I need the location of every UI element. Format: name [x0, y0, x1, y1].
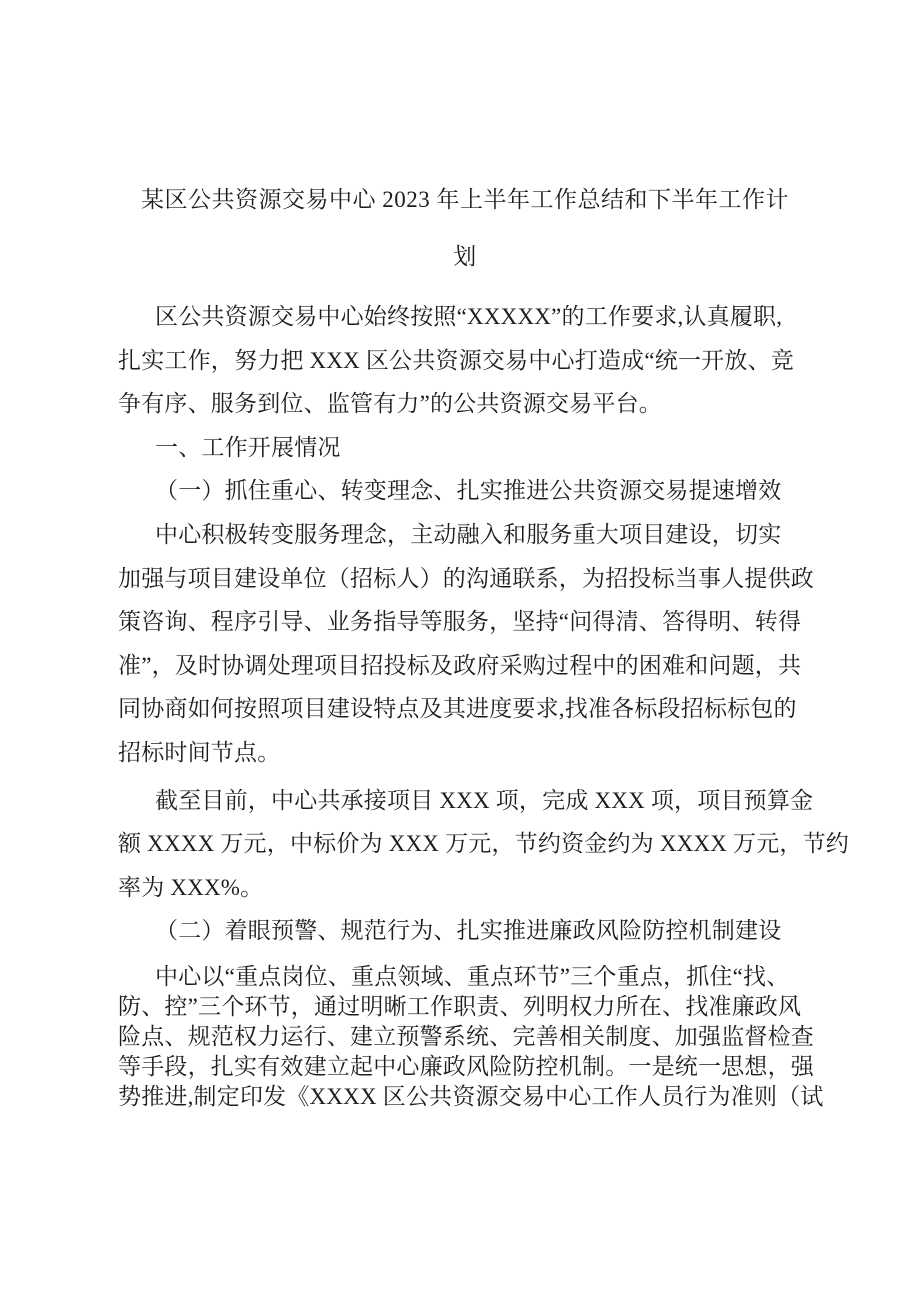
text-line: 中心以“重点岗位、重点领域、重点环节”三个重点，抓住“找、 — [155, 963, 790, 989]
statistics-paragraph — [118, 779, 850, 910]
text-line: 率为 XXX%。 — [118, 874, 264, 900]
text-line: 争有序、服务到位、监管有力”的公共资源交易平台。 — [118, 391, 663, 417]
text-line: 中心积极转变服务理念，主动融入和服务重大项目建设，切实 — [155, 521, 782, 547]
text-line: 同协商如何按照项目建设特点及其进度要求,找准各标段招标标包的 — [118, 696, 797, 722]
text-line: 额 XXXX 万元，中标价为 XXX 万元，节约资金约为 XXXX 万元，节约 — [118, 831, 850, 857]
text-line: （二）着眼预警、规范行为、扎实推进廉政风险防控机制建设 — [155, 918, 782, 944]
text-line: 策咨询、程序引导、业务指导等服务，坚持“问得清、答得明、转得 — [118, 609, 802, 635]
service-paragraph — [118, 513, 812, 775]
text-line: 准”，及时协调处理项目招投标及政府采购过程中的困难和问题，共 — [118, 652, 802, 678]
text-line: 加强与项目建设单位（招标人）的沟通联系，为招投标当事人提供政 — [118, 565, 814, 591]
text-line: 一、工作开展情况 — [155, 434, 341, 460]
text-line: 截至目前，中心共承接项目 XXX 项，完成 XXX 项，项目预算金 — [155, 787, 814, 813]
text-line: 招标时间节点。 — [118, 739, 281, 765]
text-line: 险点、规范权力运行、建立预警系统、完善相关制度、加强监督检查 — [118, 1023, 814, 1049]
risk-control-paragraph — [118, 962, 824, 1112]
text-line: 等手段，扎实有效建立起中心廉政风险防控机制。一是统一思想，强 — [118, 1053, 814, 1079]
text-line: 某区公共资源交易中心 2023 年上半年工作总结和下半年工作计 — [141, 187, 789, 212]
text-line: 划 — [453, 244, 477, 269]
document-title — [118, 171, 812, 285]
text-line: 势推进,制定印发《XXXX 区公共资源交易中心工作人员行为准则（试 — [118, 1083, 824, 1109]
text-line: 区公共资源交易中心始终按照“XXXXX”的工作要求,认真履职, — [155, 304, 783, 329]
section-heading-work-progress — [118, 426, 812, 470]
text-line: （一）抓住重心、转变理念、扎实推进公共资源交易提速增效 — [155, 478, 782, 504]
subsection-heading-2 — [118, 909, 812, 953]
document-body — [118, 171, 850, 1112]
text-line: 扎实工作，努力把 XXX 区公共资源交易中心打造成“统一开放、竞 — [118, 347, 794, 373]
intro-paragraph — [118, 295, 812, 426]
subsection-heading-1 — [118, 469, 812, 513]
text-line: 防、控”三个环节，通过明晰工作职责、列明权力所在、找准廉政风 — [118, 993, 802, 1019]
